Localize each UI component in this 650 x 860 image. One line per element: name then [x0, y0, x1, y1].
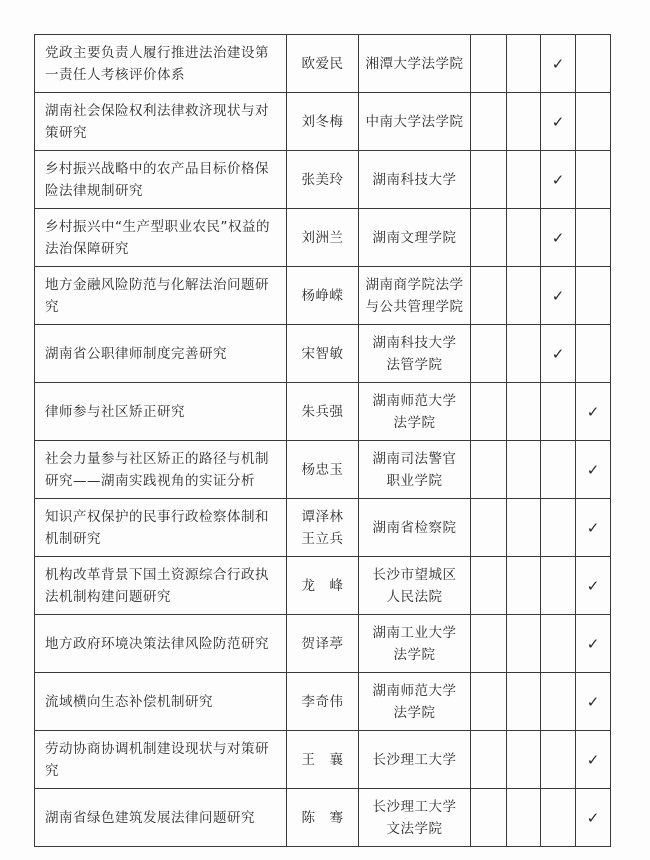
project-title: 湖南社会保险权利法律救济现状与对策研究: [35, 93, 287, 151]
leader-name: 宋智敏: [301, 345, 344, 362]
organization-line: 法学院: [393, 704, 436, 721]
organization: [359, 789, 471, 847]
checkmark-cell: ✓: [576, 441, 611, 499]
organization-line: 湖南科技大学: [372, 334, 457, 351]
leader-name: 朱兵强: [301, 403, 344, 420]
organization-line: 中南大学法学院: [365, 113, 464, 130]
checkmark-cell: ✓: [541, 93, 576, 151]
checkmark-cell: ✓: [541, 325, 576, 383]
table-row: [35, 383, 611, 441]
organization-line: 法学院: [393, 414, 436, 431]
empty-cell: [507, 731, 541, 789]
organization-line: 湖南省检察院: [372, 519, 457, 536]
empty-cell: [471, 499, 507, 557]
empty-cell: [541, 673, 576, 731]
empty-cell: [507, 499, 541, 557]
organization-line: 湖南师范大学: [372, 682, 457, 699]
leader-name: 陈 骞: [301, 809, 344, 826]
empty-cell: [576, 35, 611, 93]
project-leader: [287, 673, 359, 731]
table-row: [35, 441, 611, 499]
project-leader: [287, 209, 359, 267]
project-title: 地方政府环境决策法律风险防范研究: [35, 615, 287, 673]
organization: [359, 731, 471, 789]
leader-name: 李奇伟: [301, 693, 344, 710]
project-title: 社会力量参与社区矫正的路径与机制研究——湖南实践视角的实证分析: [35, 441, 287, 499]
organization: [359, 615, 471, 673]
empty-cell: [507, 789, 541, 847]
empty-cell: [471, 731, 507, 789]
empty-cell: [471, 673, 507, 731]
project-leader: [287, 789, 359, 847]
project-title: 乡村振兴战略中的农产品目标价格保险法律规制研究: [35, 151, 287, 209]
table-row: [35, 35, 611, 93]
project-leader: [287, 731, 359, 789]
project-leader: [287, 35, 359, 93]
organization: [359, 209, 471, 267]
table-row: [35, 93, 611, 151]
organization: [359, 325, 471, 383]
table-row: [35, 731, 611, 789]
table-row: [35, 151, 611, 209]
checkmark-cell: ✓: [541, 209, 576, 267]
table-row: [35, 325, 611, 383]
project-title: 湖南省公职律师制度完善研究: [35, 325, 287, 383]
empty-cell: [507, 615, 541, 673]
empty-cell: [507, 151, 541, 209]
table-row: [35, 267, 611, 325]
empty-cell: [541, 789, 576, 847]
empty-cell: [541, 499, 576, 557]
organization: [359, 151, 471, 209]
organization-line: 长沙理工大学: [372, 798, 457, 815]
empty-cell: [507, 93, 541, 151]
empty-cell: [471, 267, 507, 325]
empty-cell: [471, 209, 507, 267]
empty-cell: [576, 267, 611, 325]
empty-cell: [507, 35, 541, 93]
project-title: 劳动协商协调机制建设现状与对策研究: [35, 731, 287, 789]
empty-cell: [507, 441, 541, 499]
empty-cell: [471, 441, 507, 499]
leader-name: 杨忠玉: [301, 461, 344, 478]
organization-line: 人民法院: [386, 588, 443, 605]
empty-cell: [576, 93, 611, 151]
organization: [359, 35, 471, 93]
organization-line: 长沙市望城区: [372, 566, 457, 583]
project-leader: [287, 499, 359, 557]
project-title: 流域横向生态补偿机制研究: [35, 673, 287, 731]
empty-cell: [576, 209, 611, 267]
leader-name: 张美玲: [301, 171, 344, 188]
table-row: [35, 673, 611, 731]
empty-cell: [507, 673, 541, 731]
organization-line: 湖南科技大学: [372, 171, 457, 188]
empty-cell: [471, 151, 507, 209]
project-leader: [287, 383, 359, 441]
organization-line: 文法学院: [386, 820, 443, 837]
empty-cell: [541, 615, 576, 673]
project-title: 知识产权保护的民事行政检察体制和机制研究: [35, 499, 287, 557]
organization-line: 湖南师范大学: [372, 392, 457, 409]
empty-cell: [471, 789, 507, 847]
checkmark-cell: ✓: [576, 789, 611, 847]
organization-line: 湖南商学院法学: [365, 276, 464, 293]
empty-cell: [541, 731, 576, 789]
empty-cell: [471, 383, 507, 441]
project-leader: [287, 557, 359, 615]
organization: [359, 383, 471, 441]
organization: [359, 673, 471, 731]
empty-cell: [471, 615, 507, 673]
empty-cell: [507, 557, 541, 615]
checkmark-cell: ✓: [541, 151, 576, 209]
project-table: [34, 34, 611, 847]
table-row: [35, 789, 611, 847]
organization-line: 湖南文理学院: [372, 229, 457, 246]
leader-name: 刘冬梅: [301, 113, 344, 130]
organization: [359, 93, 471, 151]
project-table-body: [35, 35, 611, 847]
organization-line: 与公共管理学院: [365, 298, 464, 315]
empty-cell: [471, 35, 507, 93]
organization: [359, 441, 471, 499]
leader-name: 龙 峰: [301, 577, 344, 594]
organization-line: 法学院: [393, 646, 436, 663]
empty-cell: [541, 441, 576, 499]
project-title: 党政主要负责人履行推进法治建设第一责任人考核评价体系: [35, 35, 287, 93]
checkmark-cell: ✓: [541, 267, 576, 325]
checkmark-cell: ✓: [576, 731, 611, 789]
empty-cell: [471, 557, 507, 615]
empty-cell: [541, 557, 576, 615]
empty-cell: [541, 383, 576, 441]
organization-line: 湘潭大学法学院: [365, 55, 464, 72]
checkmark-cell: ✓: [576, 383, 611, 441]
empty-cell: [576, 325, 611, 383]
table-row: [35, 557, 611, 615]
empty-cell: [471, 325, 507, 383]
checkmark-cell: ✓: [541, 35, 576, 93]
project-leader: [287, 151, 359, 209]
organization: [359, 267, 471, 325]
organization-line: 职业学院: [386, 472, 443, 489]
organization-line: 湖南司法警官: [372, 450, 457, 467]
checkmark-cell: ✓: [576, 673, 611, 731]
organization-line: 法管学院: [386, 356, 443, 373]
empty-cell: [507, 325, 541, 383]
organization-line: 湖南工业大学: [372, 624, 457, 641]
project-leader: [287, 267, 359, 325]
checkmark-cell: ✓: [576, 499, 611, 557]
project-title: 地方金融风险防范与化解法治问题研究: [35, 267, 287, 325]
project-title: 乡村振兴中“生产型职业农民”权益的法治保障研究: [35, 209, 287, 267]
leader-name: 欧爱民: [301, 55, 344, 72]
leader-name: 王 襄: [301, 751, 344, 768]
empty-cell: [507, 383, 541, 441]
project-title: 机构改革背景下国土资源综合行政执法机制构建问题研究: [35, 557, 287, 615]
organization: [359, 557, 471, 615]
empty-cell: [507, 209, 541, 267]
leader-name: 贺译葶: [301, 635, 344, 652]
project-leader: [287, 93, 359, 151]
empty-cell: [576, 151, 611, 209]
leader-name: 王立兵: [301, 530, 344, 547]
project-leader: [287, 325, 359, 383]
organization: [359, 499, 471, 557]
table-row: [35, 615, 611, 673]
empty-cell: [471, 93, 507, 151]
table-row: [35, 499, 611, 557]
project-leader: [287, 441, 359, 499]
empty-cell: [507, 267, 541, 325]
leader-name: 杨峥嵘: [301, 287, 344, 304]
project-leader: [287, 615, 359, 673]
project-title: 湖南省绿色建筑发展法律问题研究: [35, 789, 287, 847]
leader-name: 谭泽林: [301, 508, 344, 525]
leader-name: 刘洲兰: [301, 229, 344, 246]
checkmark-cell: ✓: [576, 557, 611, 615]
project-title: 律师参与社区矫正研究: [35, 383, 287, 441]
checkmark-cell: ✓: [576, 615, 611, 673]
table-row: [35, 209, 611, 267]
organization-line: 长沙理工大学: [372, 751, 457, 768]
